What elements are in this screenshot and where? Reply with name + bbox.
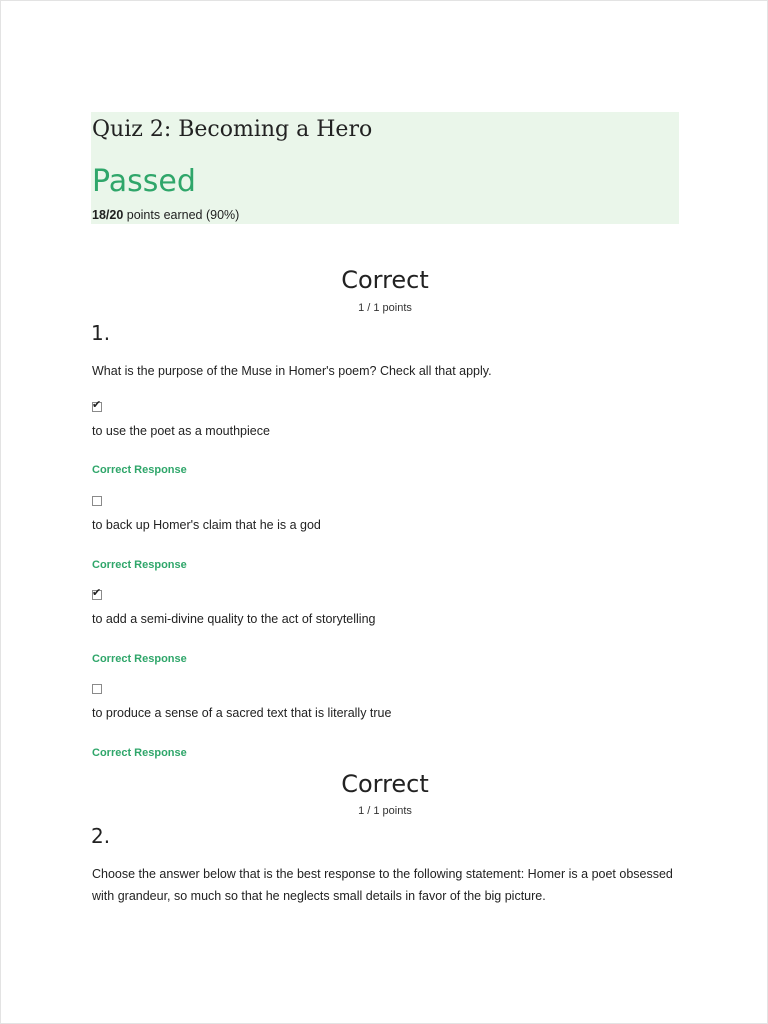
question-text: Choose the answer below that is the best response to the following statement: Homer is a poet obsessed with grandeur, so much so that he neglects small details in favor of the big picture. [92,867,673,903]
option-text: to back up Homer's claim that he is a god [92,518,321,532]
option-feedback: Correct Response [92,747,187,759]
question-result-heading: Correct [341,266,429,294]
option-feedback: Correct Response [92,653,187,665]
quiz-summary-header [91,112,679,224]
option-checkbox-checked[interactable] [92,399,102,412]
option-checkbox-checked[interactable] [92,587,102,600]
score-suffix: points earned (90%) [123,208,240,222]
score-value: 18/20 [92,208,124,222]
question-points: 1 / 1 points [358,302,412,314]
option-feedback: Correct Response [92,464,187,476]
checkmark-icon: ✔ [92,399,102,411]
option-feedback: Correct Response [92,559,187,571]
quiz-title: Quiz 2: Becoming a Hero [92,117,373,142]
quiz-status: Passed [92,164,196,199]
checkmark-icon: ✔ [92,587,102,599]
option-text: to use the poet as a mouthpiece [92,424,270,438]
question-text: What is the purpose of the Muse in Homer's poem? Check all that apply. [92,364,492,378]
option-checkbox-unchecked[interactable] [92,684,102,694]
question-result-heading: Correct [341,770,429,798]
option-text: to produce a sense of a sacred text that is literally true [92,706,392,720]
score-line [92,208,239,222]
question-points: 1 / 1 points [358,805,412,817]
question-number: 2. [91,824,111,848]
option-text: to add a semi-divine quality to the act of storytelling [92,612,376,626]
question-number: 1. [91,321,111,345]
option-checkbox-unchecked[interactable] [92,496,102,506]
